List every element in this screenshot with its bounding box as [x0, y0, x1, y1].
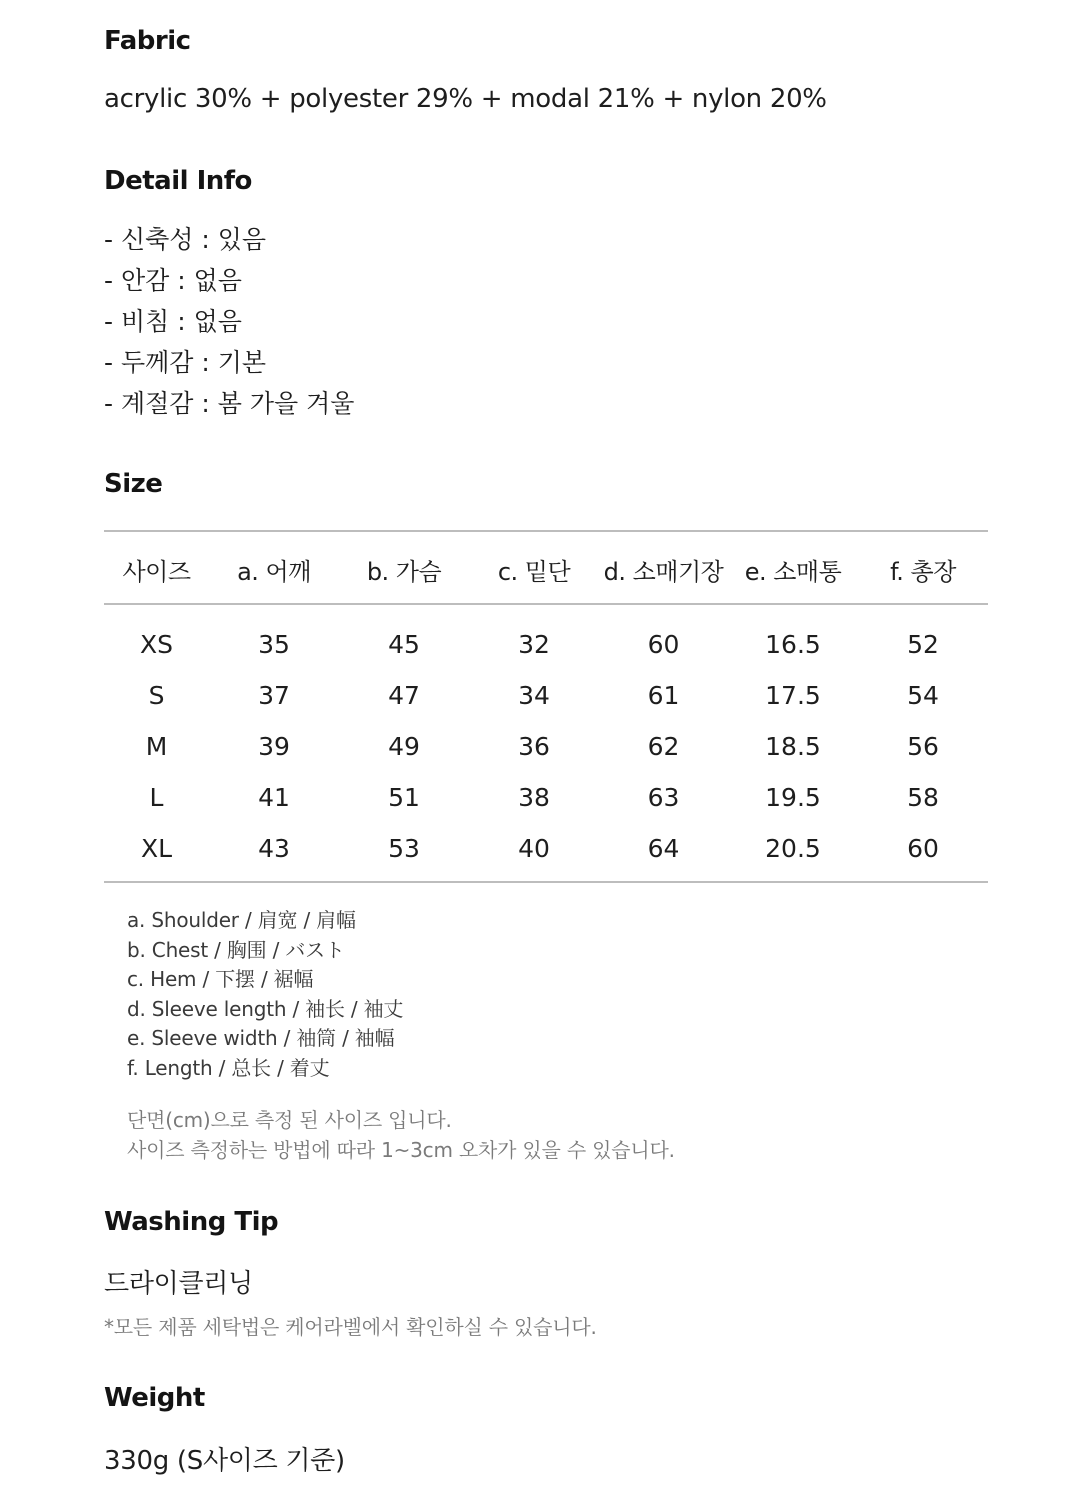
header-sleeve-length: d. 소매기장	[603, 557, 724, 586]
cell-length: 56	[907, 732, 939, 761]
header-hem: c. 밑단	[497, 557, 571, 586]
legend-chest: b. Chest / 胸围 / バスト	[127, 937, 345, 962]
header-size: 사이즈	[122, 557, 191, 586]
size-heading: Size	[104, 469, 163, 499]
cell-hem: 32	[518, 630, 550, 659]
weight-heading: Weight	[104, 1383, 205, 1413]
cell-size: XS	[140, 630, 173, 659]
table-row	[104, 823, 988, 874]
detail-item-lining: - 안감 : 없음	[104, 266, 242, 295]
cell-shoulder: 41	[258, 783, 290, 812]
cell-shoulder: 35	[258, 630, 290, 659]
detail-item-season: - 계절감 : 봄 가을 겨울	[104, 389, 355, 418]
cell-hem: 38	[518, 783, 550, 812]
cell-shoulder: 37	[258, 681, 290, 710]
header-length: f. 총장	[890, 557, 956, 586]
cell-sleeve-width: 18.5	[765, 732, 821, 761]
table-bottom-divider	[104, 881, 988, 883]
cell-chest: 53	[388, 834, 420, 863]
table-row	[104, 721, 988, 772]
cell-sleeve-length: 63	[647, 783, 680, 812]
cell-size: M	[145, 732, 168, 761]
cell-chest: 51	[388, 783, 420, 812]
header-chest: b. 가슴	[366, 557, 442, 586]
detail-item-sheerness: - 비침 : 없음	[104, 307, 242, 336]
washing-note: *모든 제품 세탁법은 케어라벨에서 확인하실 수 있습니다.	[104, 1315, 597, 1339]
detail-item-thickness: - 두께감 : 기본	[104, 348, 267, 377]
table-row	[104, 772, 988, 823]
cell-size: L	[149, 783, 164, 812]
fabric-composition: acrylic 30% + polyester 29% + modal 21% + nylon 20%	[104, 84, 827, 114]
cell-sleeve-length: 61	[647, 681, 680, 710]
header-sleeve-width: e. 소매통	[744, 557, 842, 586]
washing-heading: Washing Tip	[104, 1207, 279, 1237]
cell-sleeve-width: 16.5	[765, 630, 821, 659]
cell-sleeve-width: 17.5	[765, 681, 821, 710]
cell-sleeve-length: 60	[647, 630, 680, 659]
size-note-measurement: 단면(cm)으로 측정 된 사이즈 입니다.	[127, 1108, 452, 1132]
cell-length: 52	[907, 630, 939, 659]
table-row	[104, 670, 988, 721]
cell-shoulder: 43	[258, 834, 290, 863]
cell-hem: 36	[518, 732, 550, 761]
detail-info-heading: Detail Info	[104, 166, 252, 196]
header-shoulder: a. 어깨	[237, 557, 311, 586]
cell-size: XL	[140, 834, 173, 863]
legend-sleeve-width: e. Sleeve width / 袖筒 / 袖幅	[127, 1026, 395, 1051]
size-table-header	[104, 532, 988, 606]
cell-length: 58	[907, 783, 939, 812]
detail-info-list	[104, 222, 354, 427]
table-row	[104, 606, 988, 670]
legend-shoulder: a. Shoulder / 肩宽 / 肩幅	[127, 908, 356, 932]
cell-chest: 45	[388, 630, 420, 659]
fabric-heading: Fabric	[104, 26, 191, 56]
weight-value: 330g (S사이즈 기준)	[104, 1446, 345, 1476]
size-table	[104, 532, 988, 874]
washing-method: 드라이클리닝	[104, 1269, 253, 1299]
cell-sleeve-length: 62	[647, 732, 680, 761]
cell-chest: 49	[388, 732, 420, 761]
detail-item-stretch: - 신축성 : 있음	[104, 225, 267, 254]
legend-sleeve-length: d. Sleeve length / 袖长 / 袖丈	[127, 996, 404, 1021]
cell-size: S	[148, 681, 165, 710]
cell-chest: 47	[388, 681, 420, 710]
cell-sleeve-width: 19.5	[765, 783, 821, 812]
legend-length: f. Length / 总长 / 着丈	[127, 1055, 330, 1080]
size-note-tolerance: 사이즈 측정하는 방법에 따라 1~3cm 오차가 있을 수 있습니다.	[127, 1138, 675, 1162]
cell-hem: 40	[518, 834, 550, 863]
cell-sleeve-width: 20.5	[765, 834, 821, 863]
measurement-legend	[127, 906, 403, 1084]
cell-length: 60	[907, 834, 939, 863]
cell-sleeve-length: 64	[647, 834, 680, 863]
legend-hem: c. Hem / 下摆 / 裾幅	[127, 967, 314, 992]
cell-hem: 34	[518, 681, 550, 710]
cell-shoulder: 39	[258, 732, 290, 761]
cell-length: 54	[907, 681, 939, 710]
